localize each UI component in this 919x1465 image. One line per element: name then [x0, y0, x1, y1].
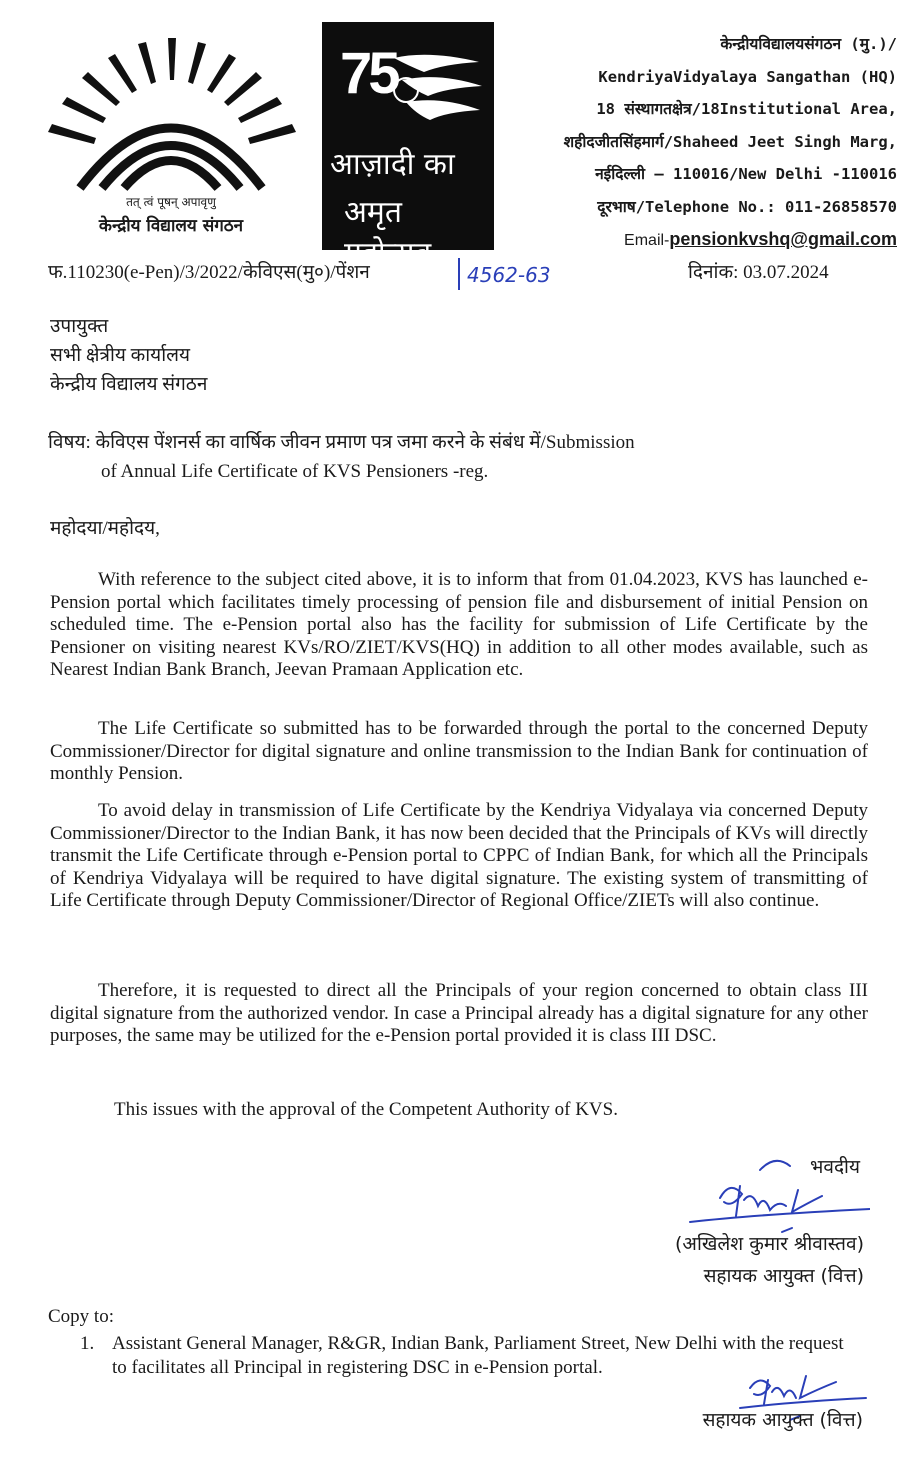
paragraph-text: To avoid delay in transmission of Life Certificate by the Kendriya Vidyalaya via concerned Deputy Commissioner/Director to the Indian Bank, it has now been decided that the Principals of KVs will directly transmit the Life Certificate through e-Pension portal to CPPC of Indian Bank, for which all the Principals of Kendriya Vidyalaya will be required to have digital signature. The existing system of transmitting of Life Certificate through Deputy Commissioner/Director of Regional Office/ZIETs will also continue. — [50, 800, 868, 911]
letter-date: दिनांक: 03.07.2024 — [688, 262, 829, 283]
address-line: KendriyaVidyalaya Sangathan (HQ) — [598, 67, 897, 86]
azadi-line1: आज़ादी का — [330, 147, 455, 182]
signature-closing: भवदीय — [810, 1156, 860, 1178]
address-line: दूरभाष/Telephone No.: 011-26858570 — [597, 197, 897, 216]
address-line: शहीदजीतसिंहमार्ग/Shaheed Jeet Singh Marg, — [563, 132, 897, 151]
signatory-name: (अखिलेश कुमार श्रीवास्तव) — [675, 1233, 864, 1255]
azadi-number: 75 — [340, 41, 397, 106]
paragraph-text: Therefore, it is requested to direct all the Principals of your region concerned to obtain class III digital signature from the authorized vendor. In case a Principal already has a digital signature for any other purposes, the same may be utilized for the e-Pension portal provided it is class III DSC. — [50, 980, 868, 1046]
kvs-logo-name: केन्द्रीय विद्यालय संगठन — [98, 216, 244, 236]
email-line — [477, 223, 897, 258]
copy-signatory-designation: सहायक आयुक्त (वित्त) — [702, 1409, 863, 1431]
body-paragraph — [50, 718, 868, 786]
file-reference: फ.110230(e-Pen)/3/2022/केविएस(मु०)/पेंशन — [48, 262, 370, 283]
salutation: महोदया/महोदय, — [50, 518, 160, 539]
email-label: Email- — [624, 232, 670, 249]
addressee-line: उपायुक्त — [50, 316, 109, 337]
body-paragraph — [50, 980, 868, 1048]
email-link[interactable]: pensionkvshq@gmail.com — [669, 229, 897, 249]
handwritten-number: 4562-63 — [467, 263, 551, 287]
address-line: 18 संस्थागतक्षेत्र/18Institutional Area, — [596, 100, 897, 118]
copy-item-number: 1. — [80, 1333, 95, 1354]
copy-signature-block — [640, 1362, 870, 1452]
approval-line — [50, 1099, 868, 1122]
azadi-line2: अमृत महोत्सव — [344, 195, 432, 271]
office-address — [477, 28, 897, 258]
azadi-logo — [322, 22, 494, 271]
subject-line2: of Annual Life Certificate of KVS Pensioners -reg. — [101, 461, 489, 482]
kvs-logo — [40, 28, 302, 248]
signature-block — [560, 1150, 870, 1290]
paragraph-text: This issues with the approval of the Competent Authority of KVS. — [114, 1099, 618, 1120]
paragraph-text: The Life Certificate so submitted has to be forwarded through the portal to the concerned Deputy Commissioner/Director for digital signature and online transmission to the Indian Bank for continuation of monthly Pension. — [50, 718, 868, 784]
signatory-designation: सहायक आयुक्त (वित्त) — [703, 1265, 864, 1287]
addressee-line: केन्द्रीय विद्यालय संगठन — [50, 374, 208, 395]
subject-line1: विषय: केविएस पेंशनर्स का वार्षिक जीवन प्रमाण पत्र जमा करने के संबंध में/Submission — [48, 432, 635, 453]
letterhead — [0, 0, 919, 271]
paragraph-text: With reference to the subject cited above, it is to inform that from 01.04.2023, KVS has launched e-Pension portal which facilitates timely processing of pension file and disbursement of initial Pension on scheduled time. The e-Pension portal also has the facility for submission of Life Certificate by the Pensioner on visiting nearest KVs/RO/ZIET/KVS(HQ) in addition to all other modes available, such as Nearest Indian Bank Branch, Jeevan Pramaan Application etc. — [50, 569, 868, 680]
subject — [48, 428, 868, 486]
address-line: केन्द्रीयविद्यालयसंगठन (मु.)/ — [720, 35, 897, 53]
kvs-motto: तत् त्वं पूषन् अपावृणु — [126, 195, 216, 209]
azadi-flag-icon — [384, 50, 484, 130]
body-paragraph — [50, 800, 868, 913]
addressee-block — [50, 312, 207, 399]
copy-item-text: Assistant General Manager, R&GR, Indian Bank, Parliament Street, New Delhi with the request to facilitates all Principal in registering DSC in e-Pension portal. — [112, 1333, 844, 1378]
address-line: नईदिल्ली – 110016/New Delhi -110016 — [595, 165, 897, 183]
handwritten-number-annotation — [455, 254, 585, 294]
kvs-rising-sun-emblem-icon — [40, 28, 302, 198]
copy-to-label: Copy to: — [48, 1306, 114, 1327]
body-paragraph — [50, 569, 868, 682]
addressee-line: सभी क्षेत्रीय कार्यालय — [50, 345, 191, 366]
